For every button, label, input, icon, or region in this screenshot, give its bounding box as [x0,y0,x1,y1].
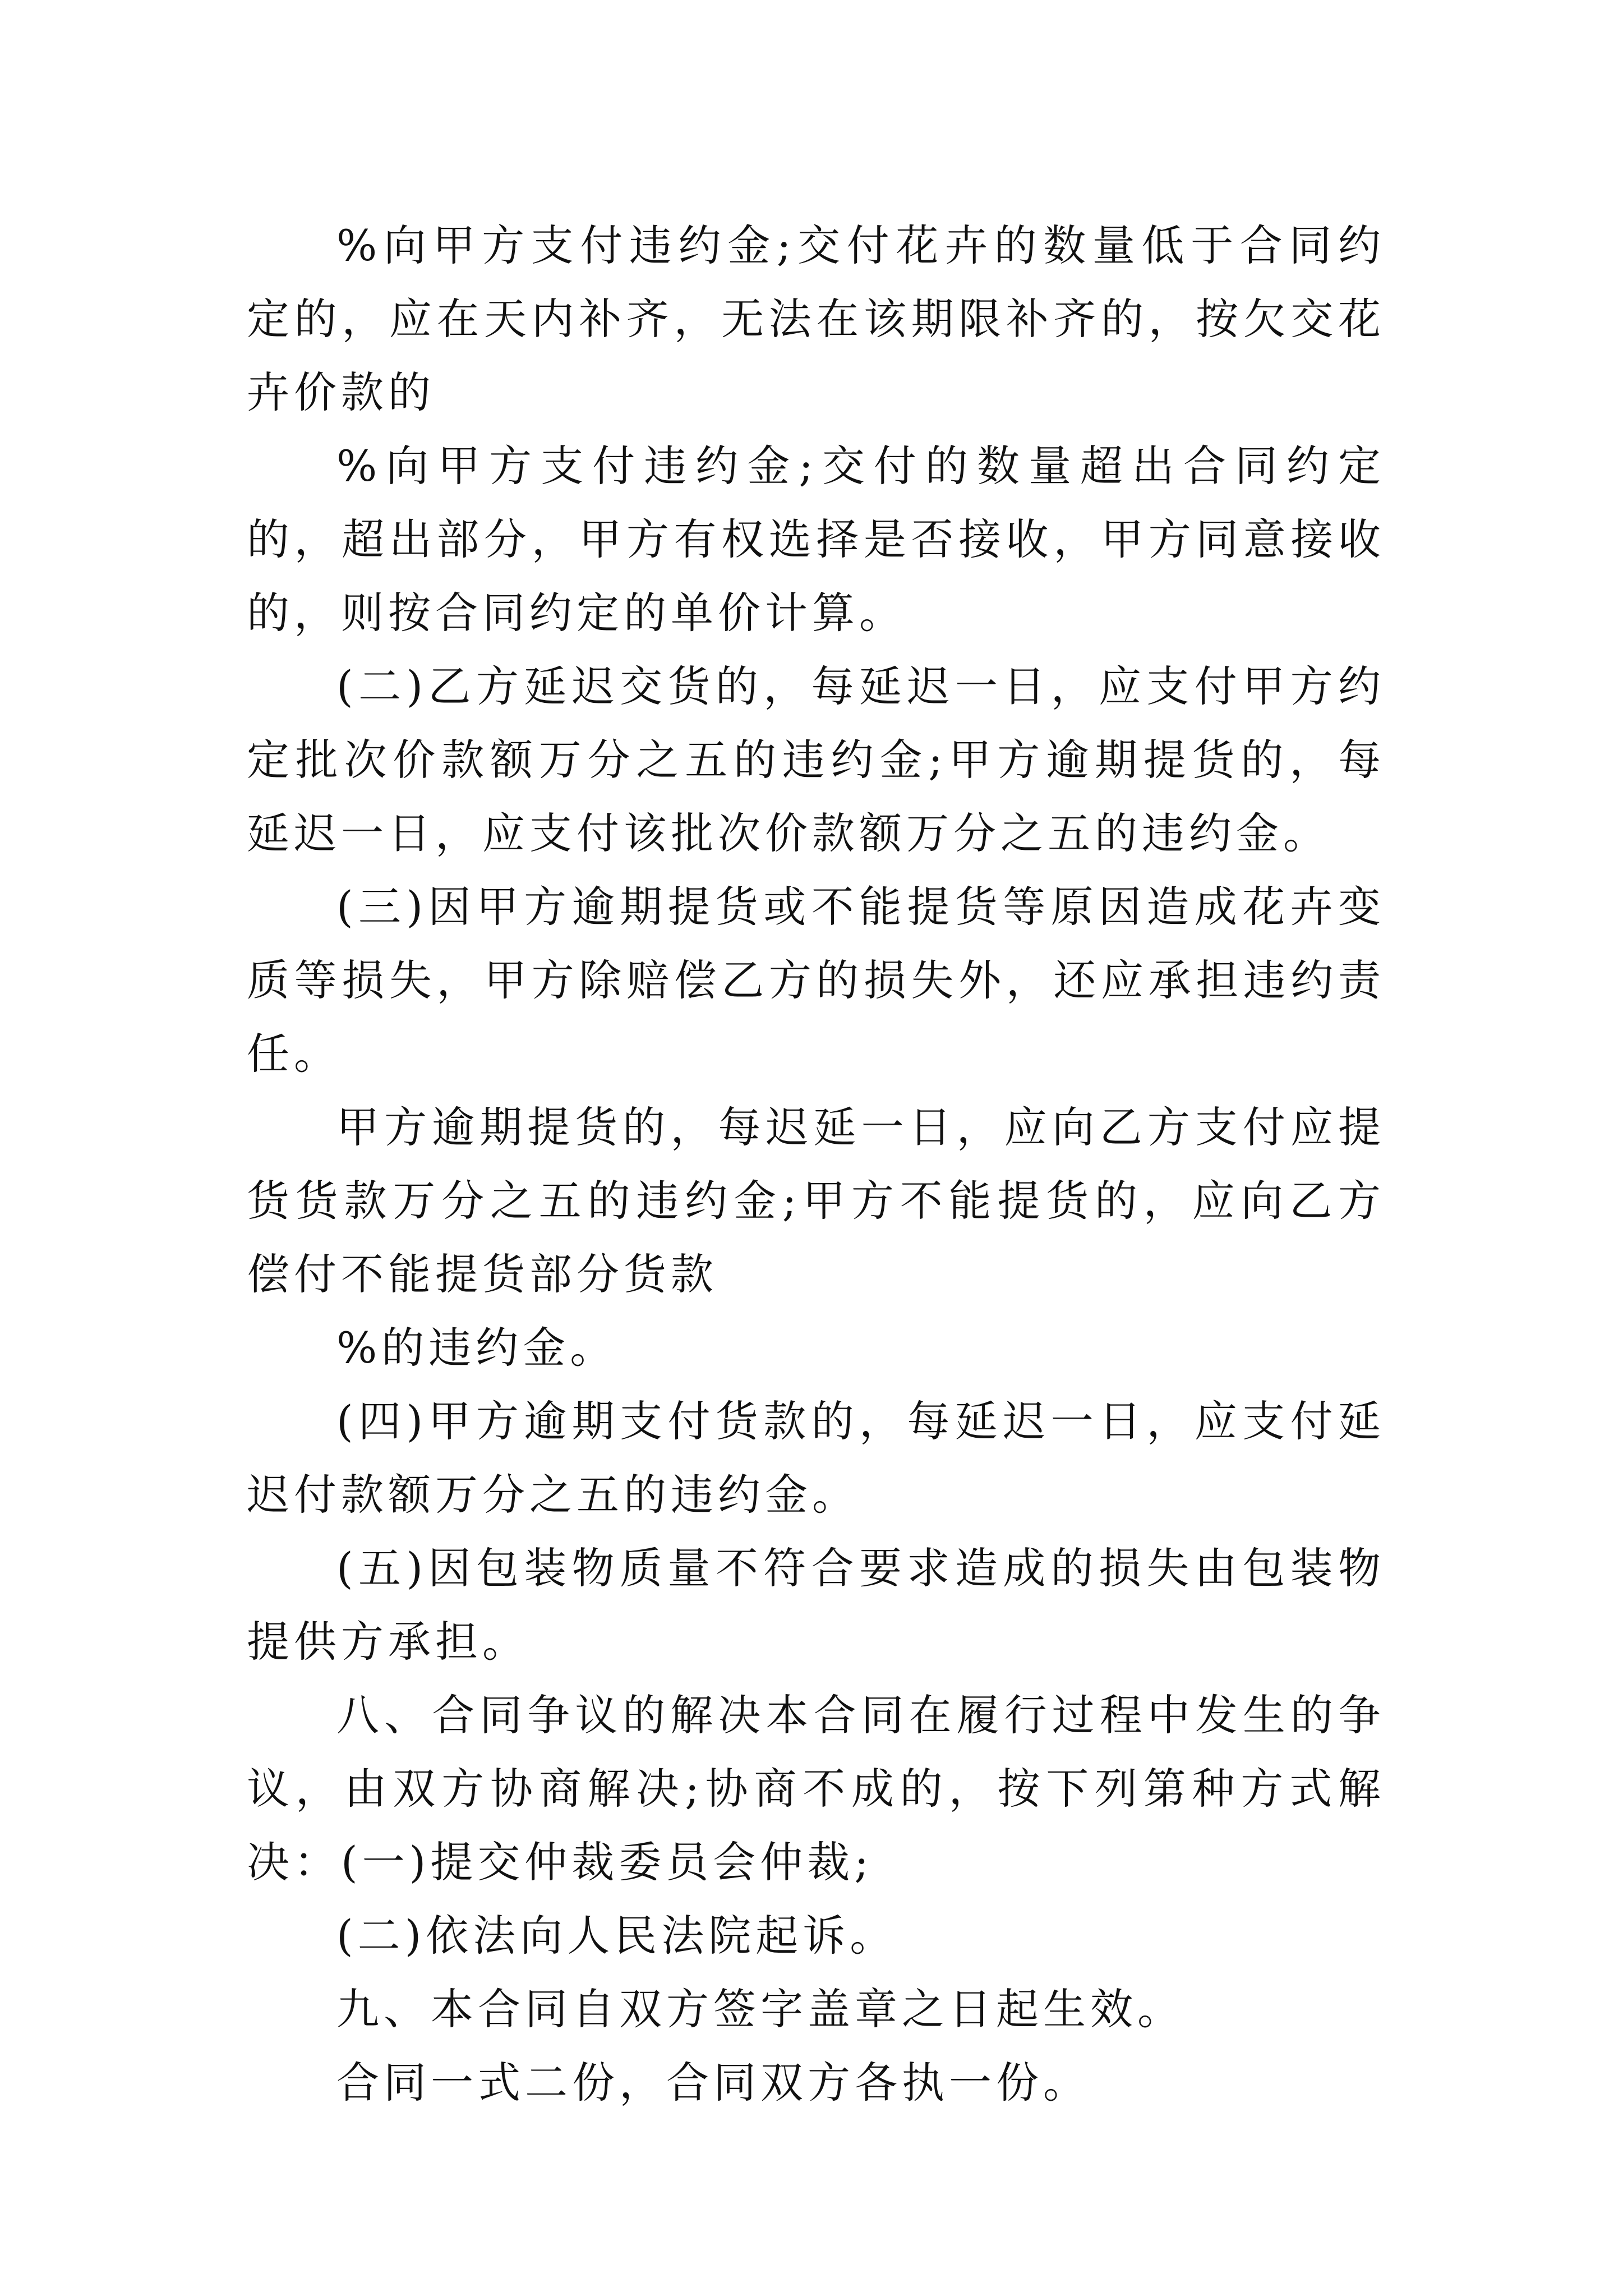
paragraph-1: %向甲方支付违约金;交付花卉的数量低于合同约定的，应在天内补齐，无法在该期限补齐的，按欠交花卉价款的 [247,220,1385,417]
paragraph-2: %向甲方支付违约金;交付的数量超出合同约定的，超出部分，甲方有权选择是否接收，甲方同意接收的，则按合同约定的单价计算。 [247,441,1385,638]
paragraph-6: %的违约金。 [336,1323,617,1373]
paragraph-3: (二)乙方延迟交货的，每延迟一日，应支付甲方约定批次价款额万分之五的违约金;甲方逾期提货的，每延迟一日，应支付该批次价款额万分之五的违约金。 [247,661,1385,858]
document-body [247,209,1385,2119]
paragraph-9: 八、合同争议的解决本合同在履行过程中发生的争议，由双方协商解决;协商不成的，按下列第种方式解决：(一)提交仲裁委员会仲裁; [247,1690,1385,1887]
paragraph-10: (二)依法向人民法院起诉。 [336,1911,897,1961]
paragraph-5: 甲方逾期提货的，每迟延一日，应向乙方支付应提货货款万分之五的违约金;甲方不能提货的，应向乙方偿付不能提货部分货款 [247,1102,1385,1299]
paragraph-7: (四)甲方逾期支付货款的，每延迟一日，应支付延迟付款额万分之五的违约金。 [247,1396,1385,1520]
paragraph-4: (三)因甲方逾期提货或不能提货等原因造成花卉变质等损失，甲方除赔偿乙方的损失外，还应承担违约责任。 [247,882,1385,1079]
paragraph-11: 九、本合同自双方签字盖章之日起生效。 [336,1984,1184,2034]
paragraph-12: 合同一式二份，合同双方各执一份。 [336,2058,1090,2108]
paragraph-8: (五)因包装物质量不符合要求造成的损失由包装物提供方承担。 [247,1543,1385,1667]
